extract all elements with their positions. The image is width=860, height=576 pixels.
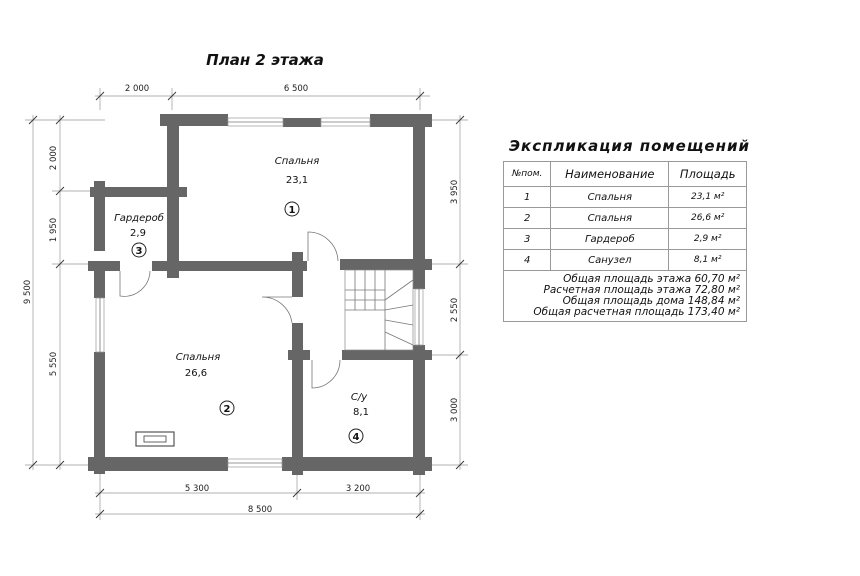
room-3-area: 2,9 xyxy=(130,228,146,239)
row-area: 8,1 м² xyxy=(669,250,747,271)
dim-bottom-right: 3 200 xyxy=(345,484,371,494)
table-header-row xyxy=(504,162,747,187)
stove-outline xyxy=(136,432,174,446)
room-4-name: С/у xyxy=(350,392,368,403)
staircase xyxy=(345,270,413,350)
wall-right-lower xyxy=(413,345,425,475)
row-number: 2 xyxy=(504,208,551,229)
row-name: Спальня xyxy=(551,208,669,229)
row-name: Гардероб xyxy=(551,229,669,250)
room-1-number: 1 xyxy=(288,205,296,216)
room-1-area: 23,1 xyxy=(285,175,309,186)
wall-mid-3 xyxy=(340,259,432,270)
header-number: №пом. xyxy=(504,162,551,187)
wall-mid-1 xyxy=(88,261,120,271)
dim-bottom-left: 5 300 xyxy=(184,484,210,494)
walls xyxy=(88,114,432,475)
left-dimension-lines xyxy=(25,115,105,470)
dim-top-left: 2 000 xyxy=(124,84,150,94)
explication-title: Экспликация помещений xyxy=(509,137,750,155)
row-area: 23,1 м² xyxy=(669,187,747,208)
room-3-name: Гардероб xyxy=(114,213,164,224)
dim-right-2: 2 550 xyxy=(450,297,460,323)
wall-mid-2 xyxy=(152,261,307,271)
table-row xyxy=(504,208,747,229)
table-row xyxy=(504,250,747,271)
room-explication xyxy=(503,137,749,322)
row-area: 26,6 м² xyxy=(669,208,747,229)
dim-left-1: 2 000 xyxy=(49,145,59,171)
room-3-number: 3 xyxy=(135,246,143,257)
wall-bath-top-1 xyxy=(288,350,310,360)
totals-row xyxy=(504,271,747,322)
wall-center-lower xyxy=(292,323,303,475)
row-area: 2,9 м² xyxy=(669,229,747,250)
wall-bath-top-2 xyxy=(342,350,432,360)
windows xyxy=(96,118,423,467)
wall-bottom-2 xyxy=(282,457,432,471)
dim-left-overall: 9 500 xyxy=(23,279,33,305)
table-row xyxy=(504,187,747,208)
dim-left-3: 5 550 xyxy=(49,351,59,377)
total-house-calc-area: Общая расчетная площадь 173,40 м² xyxy=(533,306,740,318)
room-2-number: 2 xyxy=(223,404,231,415)
table-row xyxy=(504,229,747,250)
wall-left-lower xyxy=(94,352,105,474)
wall-top-2 xyxy=(283,118,321,127)
total-floor-area: Общая площадь этажа 60,70 м² xyxy=(563,273,740,285)
header-name: Наименование xyxy=(551,162,669,187)
right-dimension-line xyxy=(420,115,468,470)
dim-top-right: 6 500 xyxy=(283,84,309,94)
dim-left-2: 1 950 xyxy=(49,217,59,243)
dim-right-1: 3 950 xyxy=(450,179,460,205)
room-2-area: 26,6 xyxy=(184,368,208,379)
row-name: Санузел xyxy=(551,250,669,271)
totals-cell xyxy=(504,271,747,322)
total-floor-calc-area: Расчетная площадь этажа 72,80 м² xyxy=(543,284,740,296)
dim-right-3: 3 000 xyxy=(450,397,460,423)
wall-center-upper xyxy=(292,252,303,297)
room-4-area: 8,1 xyxy=(353,407,369,418)
row-number: 3 xyxy=(504,229,551,250)
room-2-name: Спальня xyxy=(175,352,221,363)
room-1-name: Спальня xyxy=(274,156,320,167)
row-number: 4 xyxy=(504,250,551,271)
row-number: 1 xyxy=(504,187,551,208)
header-area: Площадь xyxy=(669,162,747,187)
wall-left-upper xyxy=(94,181,105,251)
explication-table xyxy=(503,161,747,322)
wall-left-mid xyxy=(94,268,105,298)
wall-bottom-1 xyxy=(88,457,228,471)
doors xyxy=(120,232,340,388)
row-name: Спальня xyxy=(551,187,669,208)
plan-title: План 2 этажа xyxy=(206,51,324,69)
total-house-area: Общая площадь дома 148,84 м² xyxy=(562,295,740,307)
room-4-number: 4 xyxy=(352,432,360,443)
dim-bottom-total: 8 500 xyxy=(247,505,273,515)
